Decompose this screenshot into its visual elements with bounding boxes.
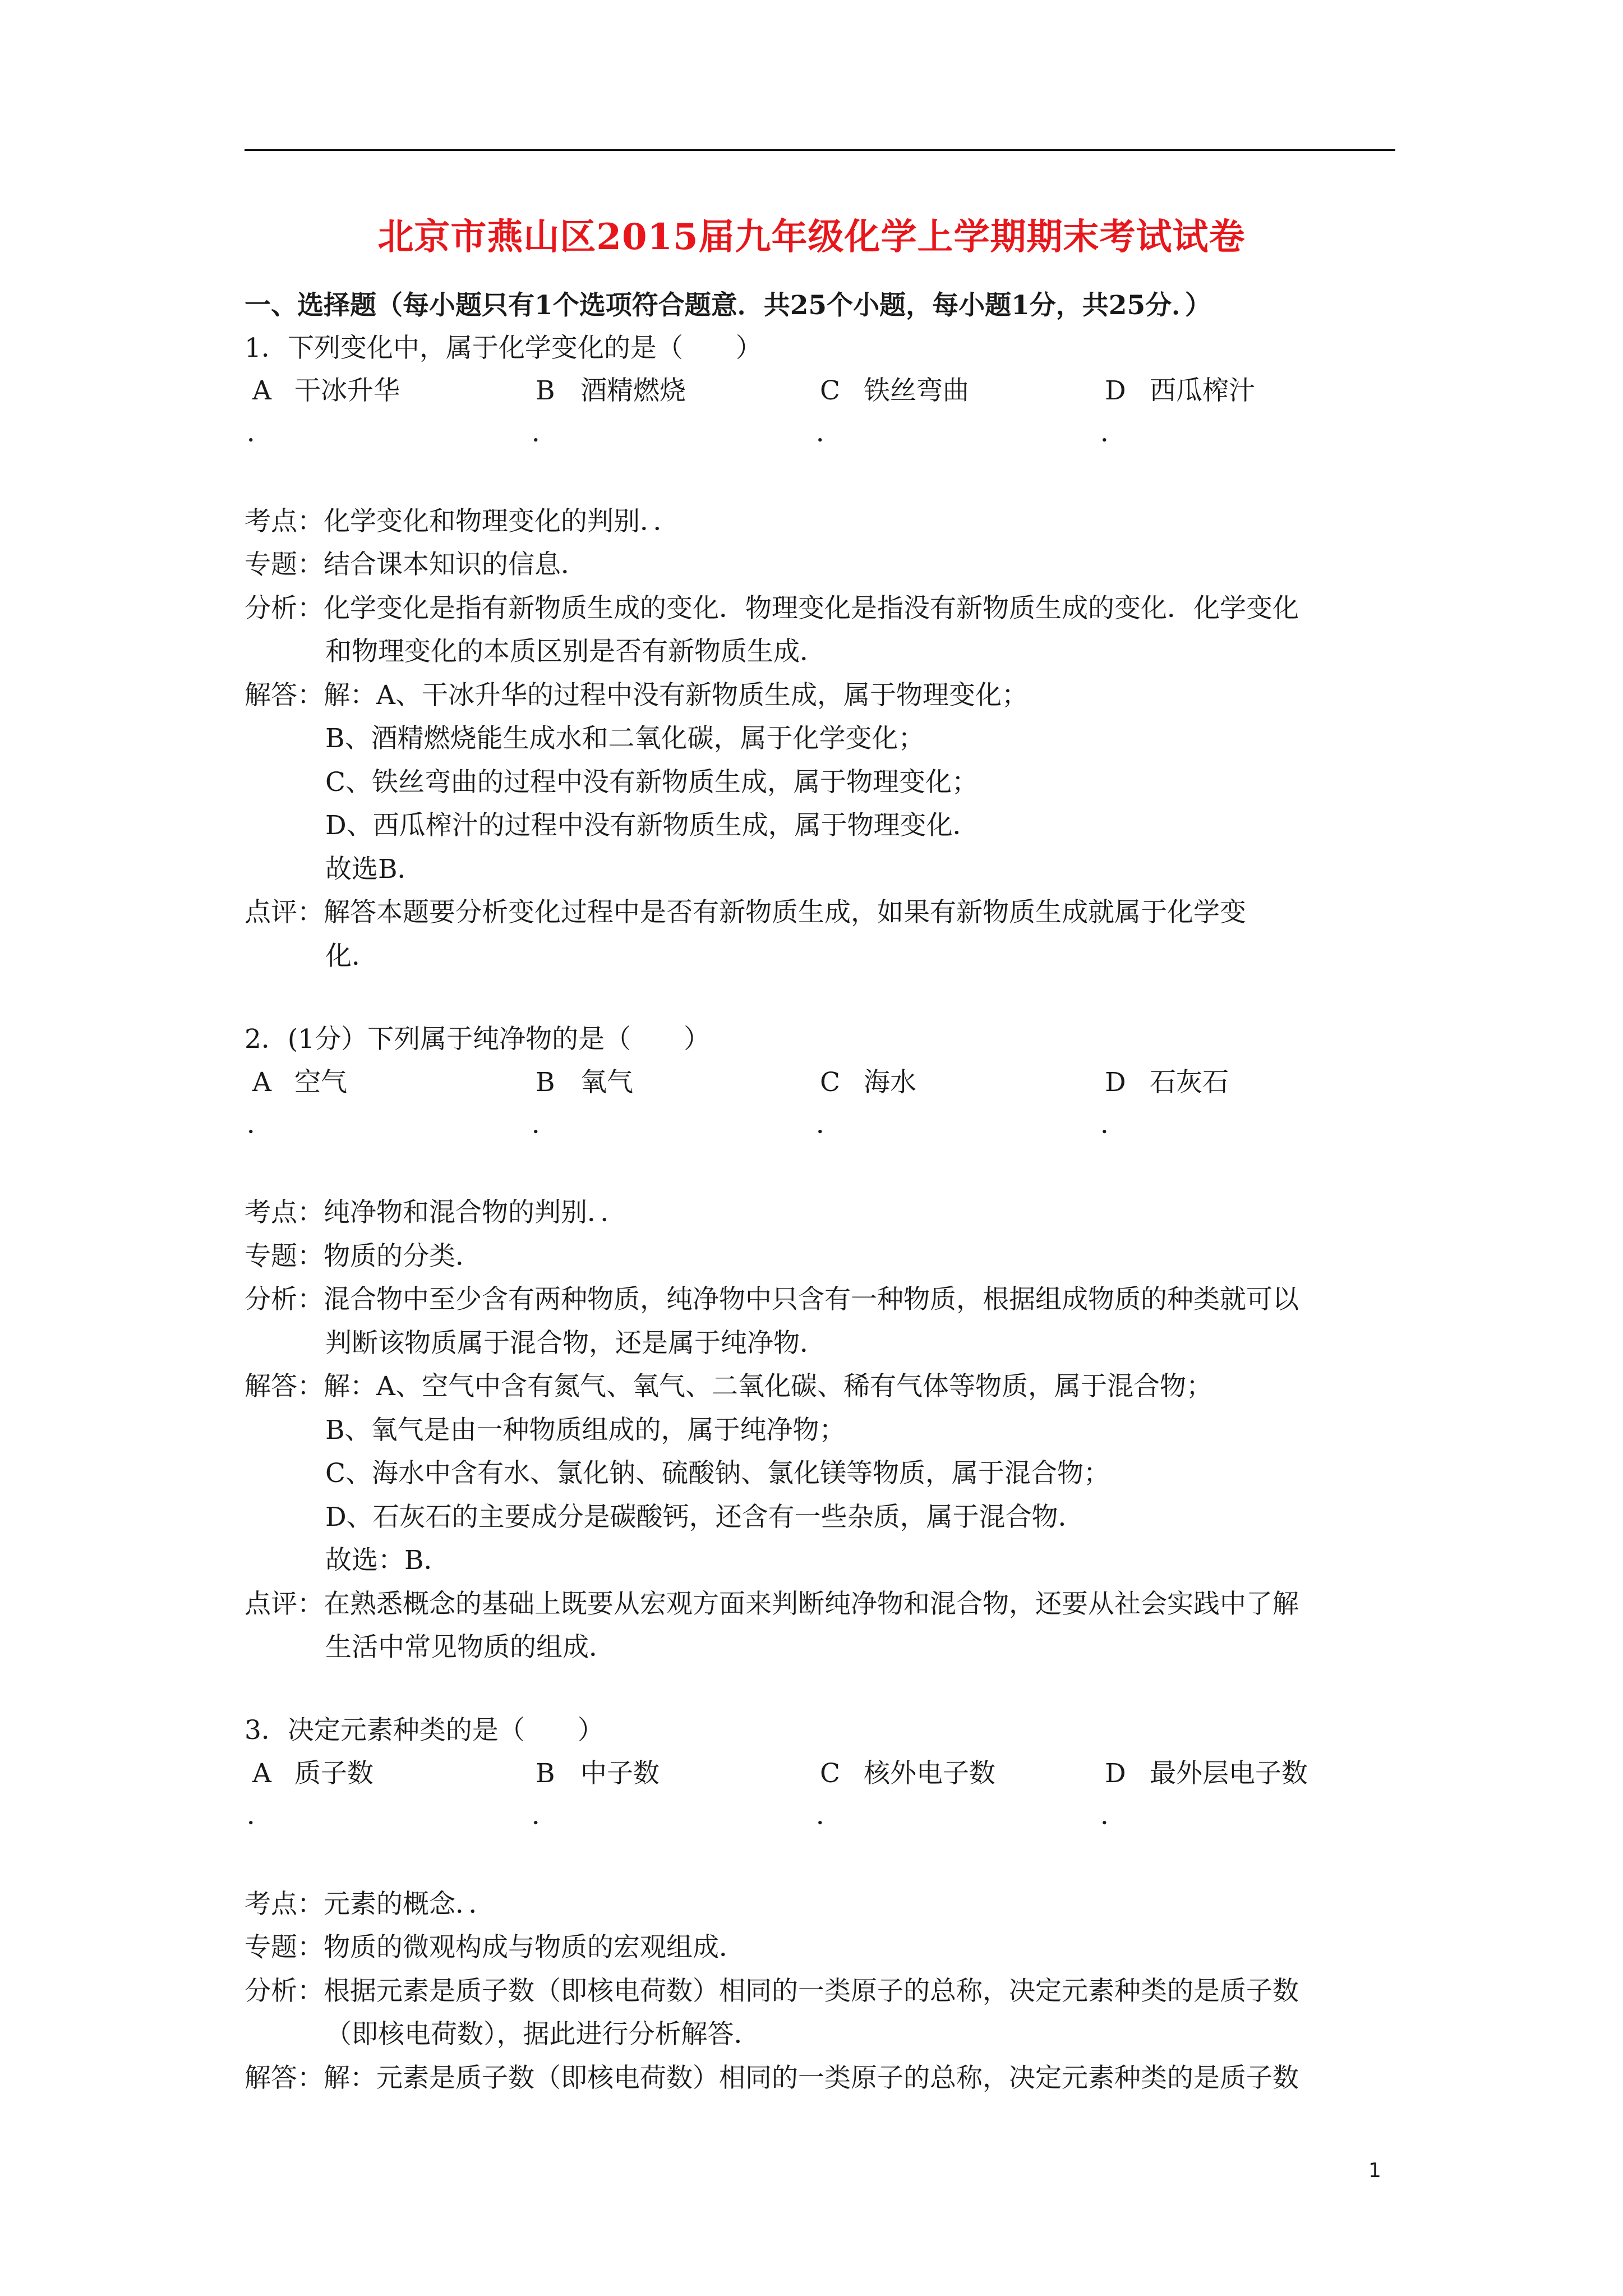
q2-option-a-letter: A [252,1067,271,1098]
q2-fenxi-line-2: 判断该物质属于混合物，还是属于纯净物． [325,1328,826,1359]
q2-option-b-letter: B [536,1067,555,1098]
q3-option-a-text: 质子数 [294,1758,374,1789]
question-2-stem: 2．(1分）下列属于纯净物的是（ ） [245,1024,711,1055]
q3-option-dot: ． [816,1800,842,1831]
section-header: 一、选择题（每小题只有1个选项符合题意．共25个小题，每小题1分，共25分．） [245,290,1211,321]
q1-option-d-text: 西瓜榨汁 [1150,375,1255,406]
q2-option-c-text: 海水 [864,1067,916,1098]
q3-option-dot: ． [532,1800,558,1831]
question-3-stem: 3．决定元素种类的是（ ） [245,1715,604,1746]
q1-option-b-letter: B [536,375,555,406]
q3-kaodian: 考点：元素的概念．． [245,1889,495,1920]
q1-kaodian: 考点：化学变化和物理变化的判别．． [245,506,680,537]
question-1-stem: 1．下列变化中，属于化学变化的是（ ） [245,333,762,364]
q2-jieda-line-3: C、海水中含有水、氯化钠、硫酸钠、氯化镁等物质，属于混合物； [325,1458,1110,1489]
page-number: 1 [1368,2159,1381,2182]
q1-jieda-line-5: 故选B． [325,854,424,885]
q3-option-b-text: 中子数 [580,1758,660,1789]
q1-option-dot: ． [532,417,558,448]
q1-option-dot: ． [816,417,842,448]
q2-jieda-line-5: 故选：B． [325,1545,450,1576]
q2-zhuanti: 专题：物质的分类． [245,1241,482,1272]
q2-dianping-line-1: 点评：在熟悉概念的基础上既要从宏观方面来判断纯净物和混合物，还要从社会实践中了解 [245,1589,1299,1619]
q1-option-c-text: 铁丝弯曲 [864,375,969,406]
q2-kaodian: 考点：纯净物和混合物的判别．． [245,1197,627,1228]
q2-option-dot: ． [1100,1109,1127,1140]
q1-dianping-line-2: 化． [325,941,378,972]
q1-dianping-line-1: 点评：解答本题要分析变化过程中是否有新物质生成，如果有新物质生成就属于化学变 [245,897,1246,928]
q2-option-d-text: 石灰石 [1150,1067,1229,1098]
q2-option-dot: ． [816,1109,842,1140]
q1-option-dot: ． [247,417,273,448]
q3-zhuanti: 专题：物质的微观构成与物质的宏观组成． [245,1932,745,1963]
q2-dianping-line-2: 生活中常见物质的组成． [325,1632,615,1663]
q3-option-d-text: 最外层电子数 [1150,1758,1308,1789]
q1-jieda-line-2: B、酒精燃烧能生成水和二氧化碳，属于化学变化； [325,723,925,754]
q2-option-dot: ． [247,1109,273,1140]
q1-fenxi-line-2: 和物理变化的本质区别是否有新物质生成． [325,636,826,667]
q3-option-a-letter: A [252,1758,271,1789]
q3-option-dot: ． [247,1800,273,1831]
q3-option-dot: ． [1100,1800,1127,1831]
q2-option-b-text: 氧气 [580,1067,633,1098]
q1-option-d-letter: D [1105,375,1126,406]
q1-jieda-line-1: 解答：解：A、干冰升华的过程中没有新物质生成，属于物理变化； [245,680,1028,711]
q1-option-a-letter: A [252,375,271,406]
q1-jieda-line-4: D、西瓜榨汁的过程中没有新物质生成，属于物理变化． [325,810,979,841]
q2-option-dot: ． [532,1109,558,1140]
q3-option-c-text: 核外电子数 [864,1758,995,1789]
q3-fenxi-line-1: 分析：根据元素是质子数（即核电荷数）相同的一类原子的总称，决定元素种类的是质子数 [245,1976,1299,2007]
q1-option-a-text: 干冰升华 [294,375,400,406]
q2-option-a-text: 空气 [294,1067,347,1098]
q2-option-d-letter: D [1105,1067,1126,1098]
q3-option-d-letter: D [1105,1758,1126,1789]
q1-jieda-line-3: C、铁丝弯曲的过程中没有新物质生成，属于物理变化； [325,767,978,798]
q2-jieda-line-4: D、石灰石的主要成分是碳酸钙，还含有一些杂质，属于混合物． [325,1502,1085,1533]
q2-fenxi-line-1: 分析：混合物中至少含有两种物质，纯净物中只含有一种物质，根据组成物质的种类就可以 [245,1284,1299,1315]
q1-zhuanti: 专题：结合课本知识的信息． [245,549,587,580]
q2-jieda-line-2: B、氧气是由一种物质组成的，属于纯净物； [325,1415,846,1446]
page-title: 北京市燕山区2015届九年级化学上学期期末考试试卷 [377,216,1246,258]
q1-option-c-letter: C [820,375,840,406]
header-rule [245,149,1395,151]
q1-fenxi-line-1: 分析：化学变化是指有新物质生成的变化．物理变化是指没有新物质生成的变化．化学变化 [245,593,1299,624]
q3-option-b-letter: B [536,1758,555,1789]
q3-jieda-line-1: 解答：解：元素是质子数（即核电荷数）相同的一类原子的总称，决定元素种类的是质子数 [245,2063,1299,2093]
q3-option-c-letter: C [820,1758,840,1789]
q2-jieda-line-1: 解答：解：A、空气中含有氮气、氧气、二氧化碳、稀有气体等物质，属于混合物； [245,1371,1212,1402]
q3-fenxi-line-2: （即核电荷数），据此进行分析解答． [325,2019,760,2050]
q1-option-dot: ． [1100,417,1127,448]
q2-option-c-letter: C [820,1067,840,1098]
q1-option-b-text: 酒精燃烧 [580,375,686,406]
